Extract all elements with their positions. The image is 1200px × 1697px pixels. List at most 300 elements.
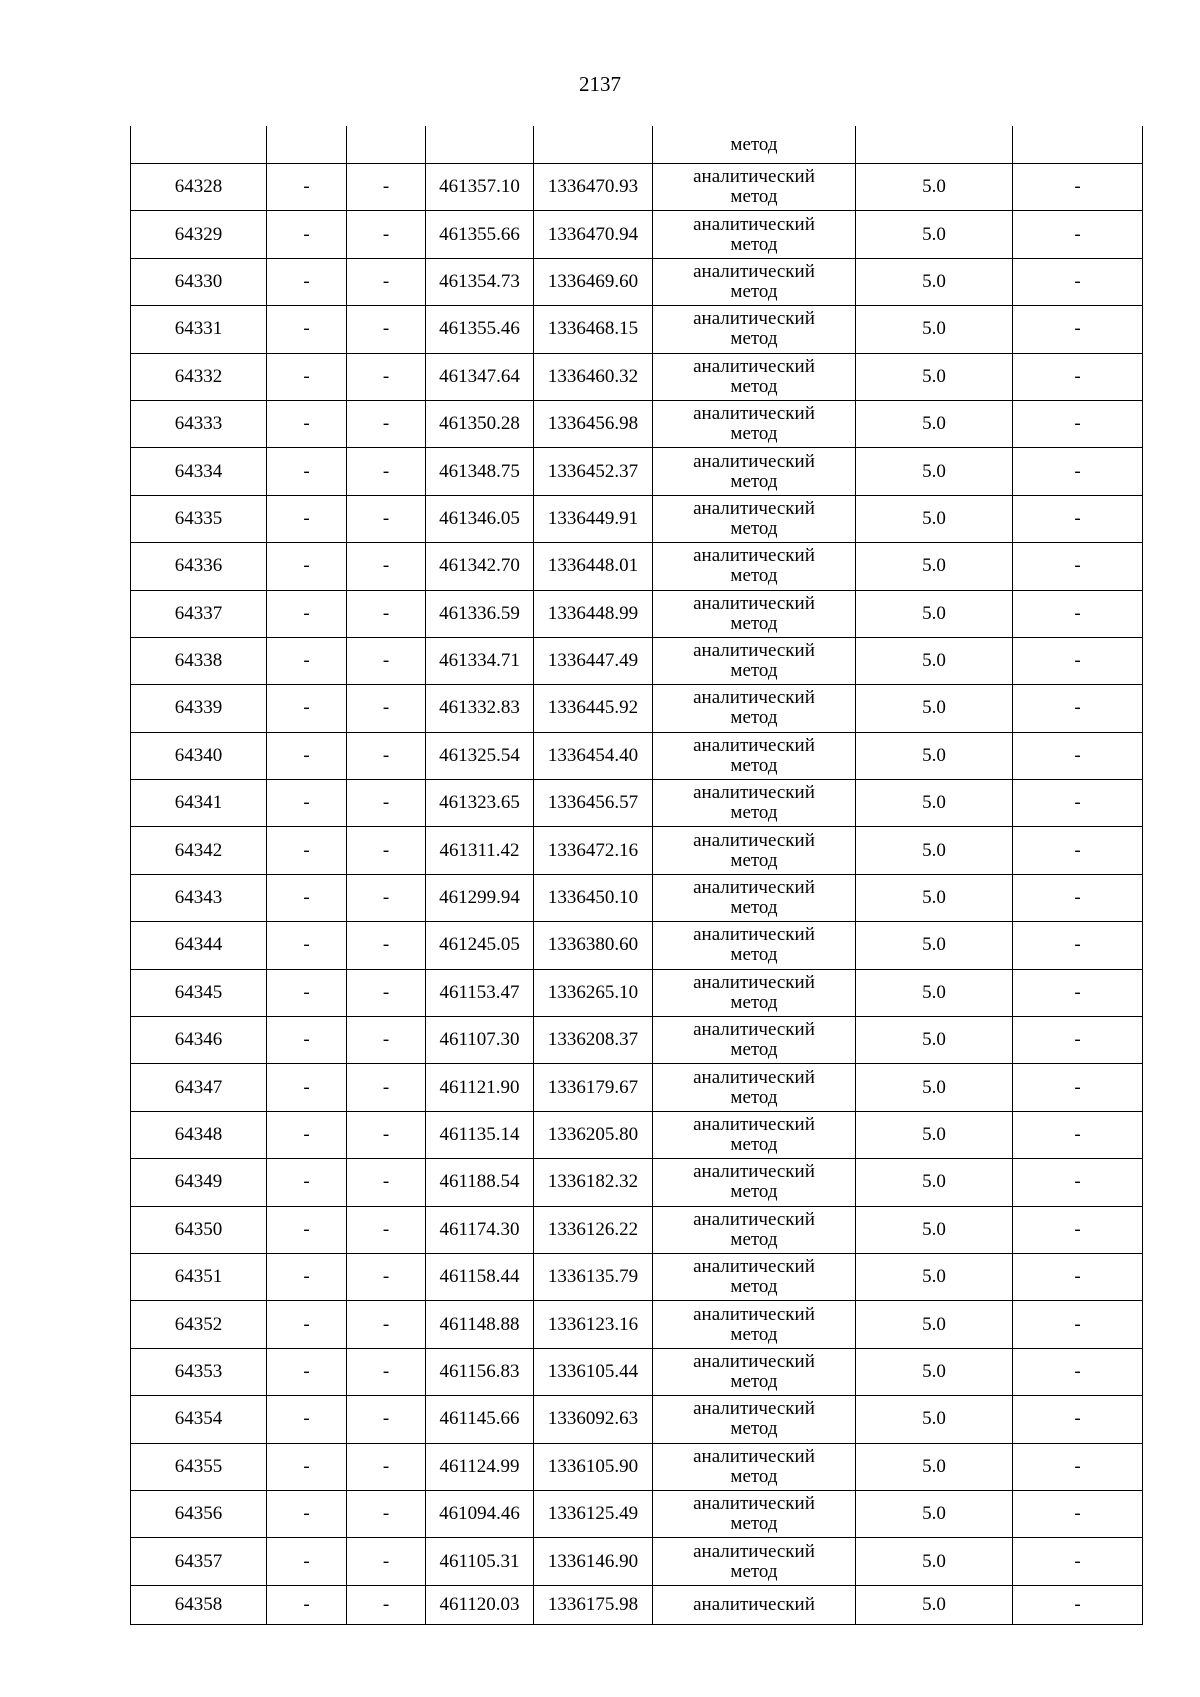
cell-accuracy: 5.0 [856,1396,1013,1443]
cell-accuracy: 5.0 [856,258,1013,305]
cell-method [653,448,856,495]
cell-method [653,164,856,211]
cell-method [653,306,856,353]
cell-x: 461355.46 [426,306,534,353]
cell-y: 1336146.90 [534,1538,653,1585]
table-row [131,1253,1143,1300]
cell-x: 461325.54 [426,732,534,779]
method-line-2: метод [730,1370,778,1392]
cell-accuracy: 5.0 [856,400,1013,447]
cell-y: 1336205.80 [534,1111,653,1158]
table-row [131,1064,1143,1111]
cell-col2: - [267,1111,347,1158]
cell-method [653,780,856,827]
cell-accuracy: 5.0 [856,1111,1013,1158]
cell-col2: - [267,874,347,921]
cell-col8: - [1013,353,1143,400]
cell-method [653,1111,856,1158]
cell-x: 461245.05 [426,922,534,969]
method-line-2: метод [730,1560,778,1582]
table-row [131,637,1143,684]
cell-y: 1336456.57 [534,780,653,827]
cell-id: 64334 [131,448,267,495]
cell-col8: - [1013,732,1143,779]
cell-x: 461158.44 [426,1253,534,1300]
cell-x: 461357.10 [426,164,534,211]
cell-id: 64340 [131,732,267,779]
cell-id: 64332 [131,353,267,400]
method-line-1: аналитический [693,971,815,993]
cell-col3: - [347,1064,426,1111]
cell-y [534,126,653,164]
cell-col3: - [347,1348,426,1395]
cell-col8: - [1013,780,1143,827]
cell-col3: - [347,1538,426,1585]
cell-y: 1336470.94 [534,211,653,258]
table-row [131,969,1143,1016]
table-row [131,827,1143,874]
cell-method [653,1017,856,1064]
cell-y: 1336208.37 [534,1017,653,1064]
method-line-2: метод [730,1513,778,1535]
cell-accuracy: 5.0 [856,969,1013,1016]
method-line-2: метод [730,660,778,682]
cell-method [653,969,856,1016]
cell-col8: - [1013,258,1143,305]
method-line-2: метод [730,328,778,350]
cell-col2: - [267,211,347,258]
method-line-1: аналитический [693,1208,815,1230]
table-row [131,353,1143,400]
page-number: 2137 [579,72,621,96]
table-row [131,1017,1143,1064]
method-line-1: аналитический [693,1493,815,1515]
cell-id: 64335 [131,495,267,542]
cell-y: 1336448.99 [534,590,653,637]
cell-x: 461347.64 [426,353,534,400]
table-row [131,590,1143,637]
cell-method [653,1585,856,1624]
cell-col8: - [1013,1490,1143,1537]
cell-col3 [347,126,426,164]
cell-col2: - [267,1253,347,1300]
cell-x: 461153.47 [426,969,534,1016]
cell-x: 461105.31 [426,1538,534,1585]
method-line-2: метод [730,423,778,445]
table-row [131,1585,1143,1624]
cell-id: 64341 [131,780,267,827]
cell-accuracy: 5.0 [856,1490,1013,1537]
cell-col3: - [347,543,426,590]
cell-col3: - [347,969,426,1016]
cell-id: 64355 [131,1443,267,1490]
cell-accuracy: 5.0 [856,590,1013,637]
cell-method [653,874,856,921]
cell-id: 64350 [131,1206,267,1253]
cell-accuracy: 5.0 [856,1348,1013,1395]
cell-method [653,258,856,305]
cell-accuracy: 5.0 [856,922,1013,969]
method-line-2: метод [730,280,778,302]
cell-col2: - [267,1490,347,1537]
cell-x: 461346.05 [426,495,534,542]
cell-col8: - [1013,211,1143,258]
cell-id: 64356 [131,1490,267,1537]
method-line-1: аналитический [693,1540,815,1562]
cell-col3: - [347,827,426,874]
method-line-2: метод [730,1276,778,1298]
cell-col3: - [347,400,426,447]
cell-x: 461332.83 [426,685,534,732]
cell-col2: - [267,827,347,874]
table-row [131,1443,1143,1490]
cell-col3: - [347,874,426,921]
cell-accuracy: 5.0 [856,448,1013,495]
cell-y: 1336447.49 [534,637,653,684]
cell-col8: - [1013,1585,1143,1624]
cell-x: 461145.66 [426,1396,534,1443]
cell-x: 461120.03 [426,1585,534,1624]
method-line-1: аналитический [693,497,815,519]
cell-col3: - [347,1301,426,1348]
cell-col8: - [1013,1159,1143,1206]
cell-id: 64352 [131,1301,267,1348]
cell-col2: - [267,353,347,400]
cell-y: 1336456.98 [534,400,653,447]
cell-col8: - [1013,1253,1143,1300]
method-line-1: аналитический [693,166,815,188]
cell-y: 1336460.32 [534,353,653,400]
cell-y: 1336123.16 [534,1301,653,1348]
cell-method [653,1253,856,1300]
cell-id: 64330 [131,258,267,305]
method-line-2: метод [730,991,778,1013]
method-line-1: аналитический [693,1303,815,1325]
cell-x: 461188.54 [426,1159,534,1206]
cell-x: 461174.30 [426,1206,534,1253]
cell-accuracy: 5.0 [856,353,1013,400]
cell-col8: - [1013,1111,1143,1158]
cell-y: 1336452.37 [534,448,653,495]
cell-col8: - [1013,827,1143,874]
cell-method [653,126,856,164]
cell-col8: - [1013,685,1143,732]
cell-col8: - [1013,1348,1143,1395]
cell-id: 64351 [131,1253,267,1300]
method-line-1: аналитический [693,545,815,567]
cell-y: 1336126.22 [534,1206,653,1253]
method-line-1: аналитический [693,734,815,756]
cell-col8: - [1013,874,1143,921]
cell-col8: - [1013,1396,1143,1443]
table-row [131,258,1143,305]
method-line-2: метод [730,233,778,255]
cell-col2: - [267,732,347,779]
cell-y: 1336470.93 [534,164,653,211]
method-line-1: аналитический [693,308,815,330]
table-row [131,732,1143,779]
cell-col2: - [267,1301,347,1348]
cell-col2: - [267,1396,347,1443]
cell-accuracy: 5.0 [856,1253,1013,1300]
cell-id: 64349 [131,1159,267,1206]
method-line-2: метод [730,897,778,919]
cell-y: 1336179.67 [534,1064,653,1111]
cell-method [653,827,856,874]
cell-x: 461156.83 [426,1348,534,1395]
cell-col2: - [267,1538,347,1585]
cell-y: 1336448.01 [534,543,653,590]
method-line-2: метод [730,186,778,208]
cell-y: 1336105.44 [534,1348,653,1395]
cell-y: 1336092.63 [534,1396,653,1443]
cell-accuracy: 5.0 [856,495,1013,542]
cell-col3: - [347,258,426,305]
cell-id: 64338 [131,637,267,684]
cell-col8: - [1013,1538,1143,1585]
table-row [131,1111,1143,1158]
cell-y: 1336450.10 [534,874,653,921]
cell-col2: - [267,685,347,732]
cell-accuracy [856,126,1013,164]
cell-method [653,732,856,779]
cell-accuracy: 5.0 [856,164,1013,211]
cell-col8: - [1013,1017,1143,1064]
cell-col2: - [267,590,347,637]
cell-x: 461124.99 [426,1443,534,1490]
cell-method [653,353,856,400]
cell-col2: - [267,969,347,1016]
method-line-1: аналитический [693,450,815,472]
cell-id: 64339 [131,685,267,732]
cell-id [131,126,267,164]
cell-x [426,126,534,164]
cell-col3: - [347,1206,426,1253]
cell-method [653,1206,856,1253]
cell-accuracy: 5.0 [856,306,1013,353]
cell-col3: - [347,732,426,779]
cell-col8: - [1013,400,1143,447]
table-row [131,685,1143,732]
cell-col3: - [347,1159,426,1206]
cell-id: 64342 [131,827,267,874]
table-row [131,448,1143,495]
cell-x: 461355.66 [426,211,534,258]
cell-accuracy: 5.0 [856,685,1013,732]
cell-accuracy: 5.0 [856,874,1013,921]
cell-accuracy: 5.0 [856,1064,1013,1111]
method-line-1: аналитический [693,782,815,804]
table-row [131,164,1143,211]
method-line-2: метод [730,802,778,824]
cell-method [653,1159,856,1206]
method-line-2: метод [730,1086,778,1108]
cell-col3: - [347,1396,426,1443]
cell-col3: - [347,495,426,542]
cell-col8: - [1013,1206,1143,1253]
cell-accuracy: 5.0 [856,732,1013,779]
method-line-1: аналитический [693,877,815,899]
method-line-1: аналитический [693,829,815,851]
cell-col2: - [267,780,347,827]
cell-col8: - [1013,1301,1143,1348]
cell-accuracy: 5.0 [856,637,1013,684]
method-line-2: метод [730,849,778,871]
cell-col3: - [347,306,426,353]
cell-x: 461094.46 [426,1490,534,1537]
cell-method [653,1301,856,1348]
cell-col8: - [1013,164,1143,211]
method-line-2: метод [730,707,778,729]
cell-id: 64331 [131,306,267,353]
cell-accuracy: 5.0 [856,1017,1013,1064]
cell-id: 64357 [131,1538,267,1585]
method-line-2: метод [730,754,778,776]
cell-id: 64358 [131,1585,267,1624]
cell-x: 461121.90 [426,1064,534,1111]
cell-id: 64344 [131,922,267,969]
cell-method [653,1538,856,1585]
cell-accuracy: 5.0 [856,1301,1013,1348]
cell-col3: - [347,780,426,827]
cell-col8 [1013,126,1143,164]
cell-col8: - [1013,495,1143,542]
cell-y: 1336182.32 [534,1159,653,1206]
cell-col2: - [267,637,347,684]
cell-col8: - [1013,1064,1143,1111]
cell-col2: - [267,543,347,590]
cell-y: 1336454.40 [534,732,653,779]
method-line-2: метод [730,944,778,966]
cell-y: 1336469.60 [534,258,653,305]
cell-x: 461135.14 [426,1111,534,1158]
coordinates-table [130,126,1143,1625]
cell-col2: - [267,922,347,969]
cell-method [653,1396,856,1443]
cell-id: 64346 [131,1017,267,1064]
cell-col2: - [267,1064,347,1111]
cell-col8: - [1013,637,1143,684]
method-line-1: аналитический [693,1398,815,1420]
cell-method [653,590,856,637]
cell-col2: - [267,1443,347,1490]
cell-x: 461348.75 [426,448,534,495]
cell-id: 64336 [131,543,267,590]
method-line-2: метод [730,375,778,397]
cell-col2: - [267,448,347,495]
cell-accuracy: 5.0 [856,1443,1013,1490]
cell-id: 64347 [131,1064,267,1111]
cell-col8: - [1013,590,1143,637]
table-row [131,1348,1143,1395]
table-row [131,495,1143,542]
cell-col3: - [347,353,426,400]
cell-col2 [267,126,347,164]
cell-col8: - [1013,306,1143,353]
table-row [131,1490,1143,1537]
cell-col3: - [347,1017,426,1064]
cell-id: 64348 [131,1111,267,1158]
method-line-1: аналитический [693,1066,815,1088]
table-row [131,543,1143,590]
cell-accuracy: 5.0 [856,1206,1013,1253]
cell-col3: - [347,1253,426,1300]
method-line-2: метод [730,470,778,492]
cell-col3: - [347,1443,426,1490]
cell-accuracy: 5.0 [856,780,1013,827]
cell-col3: - [347,164,426,211]
cell-accuracy: 5.0 [856,543,1013,590]
cell-x: 461354.73 [426,258,534,305]
cell-method [653,543,856,590]
cell-x: 461148.88 [426,1301,534,1348]
table-row [131,874,1143,921]
continuation-row [131,126,1143,164]
cell-method [653,400,856,447]
cell-id: 64333 [131,400,267,447]
table-body [131,126,1143,1624]
method-line-1: аналитический [693,640,815,662]
cell-method [653,1348,856,1395]
cell-col3: - [347,685,426,732]
cell-x: 461107.30 [426,1017,534,1064]
cell-x: 461350.28 [426,400,534,447]
cell-col8: - [1013,922,1143,969]
method-text: метод [730,133,778,155]
method-line-2: метод [730,1418,778,1440]
cell-col2: - [267,495,347,542]
cell-accuracy: 5.0 [856,1585,1013,1624]
cell-y: 1336449.91 [534,495,653,542]
cell-col2: - [267,1017,347,1064]
cell-accuracy: 5.0 [856,1538,1013,1585]
cell-y: 1336472.16 [534,827,653,874]
method-line-1: аналитический [693,403,815,425]
cell-col2: - [267,164,347,211]
cell-id: 64343 [131,874,267,921]
table-row [131,400,1143,447]
cell-method [653,1064,856,1111]
cell-col2: - [267,1206,347,1253]
cell-method [653,637,856,684]
method-line-2: метод [730,1181,778,1203]
cell-method [653,495,856,542]
cell-col3: - [347,211,426,258]
cell-id: 64337 [131,590,267,637]
cell-col2: - [267,1348,347,1395]
cell-id: 64353 [131,1348,267,1395]
table-row [131,306,1143,353]
table-row [131,1206,1143,1253]
method-line-2: метод [730,1134,778,1155]
cell-col2: - [267,1585,347,1624]
method-line-2: метод [730,1228,778,1250]
method-line-1: аналитический [693,213,815,235]
table-row [131,1538,1143,1585]
method-line-1: аналитический [693,1256,815,1278]
method-line-1: аналитический [693,687,815,709]
cell-x: 461334.71 [426,637,534,684]
cell-col8: - [1013,448,1143,495]
table-row [131,780,1143,827]
cell-x: 461342.70 [426,543,534,590]
cell-y: 1336468.15 [534,306,653,353]
cell-y: 1336265.10 [534,969,653,1016]
cell-y: 1336105.90 [534,1443,653,1490]
cell-accuracy: 5.0 [856,211,1013,258]
cell-accuracy: 5.0 [856,827,1013,874]
method-line-2: метод [730,565,778,587]
